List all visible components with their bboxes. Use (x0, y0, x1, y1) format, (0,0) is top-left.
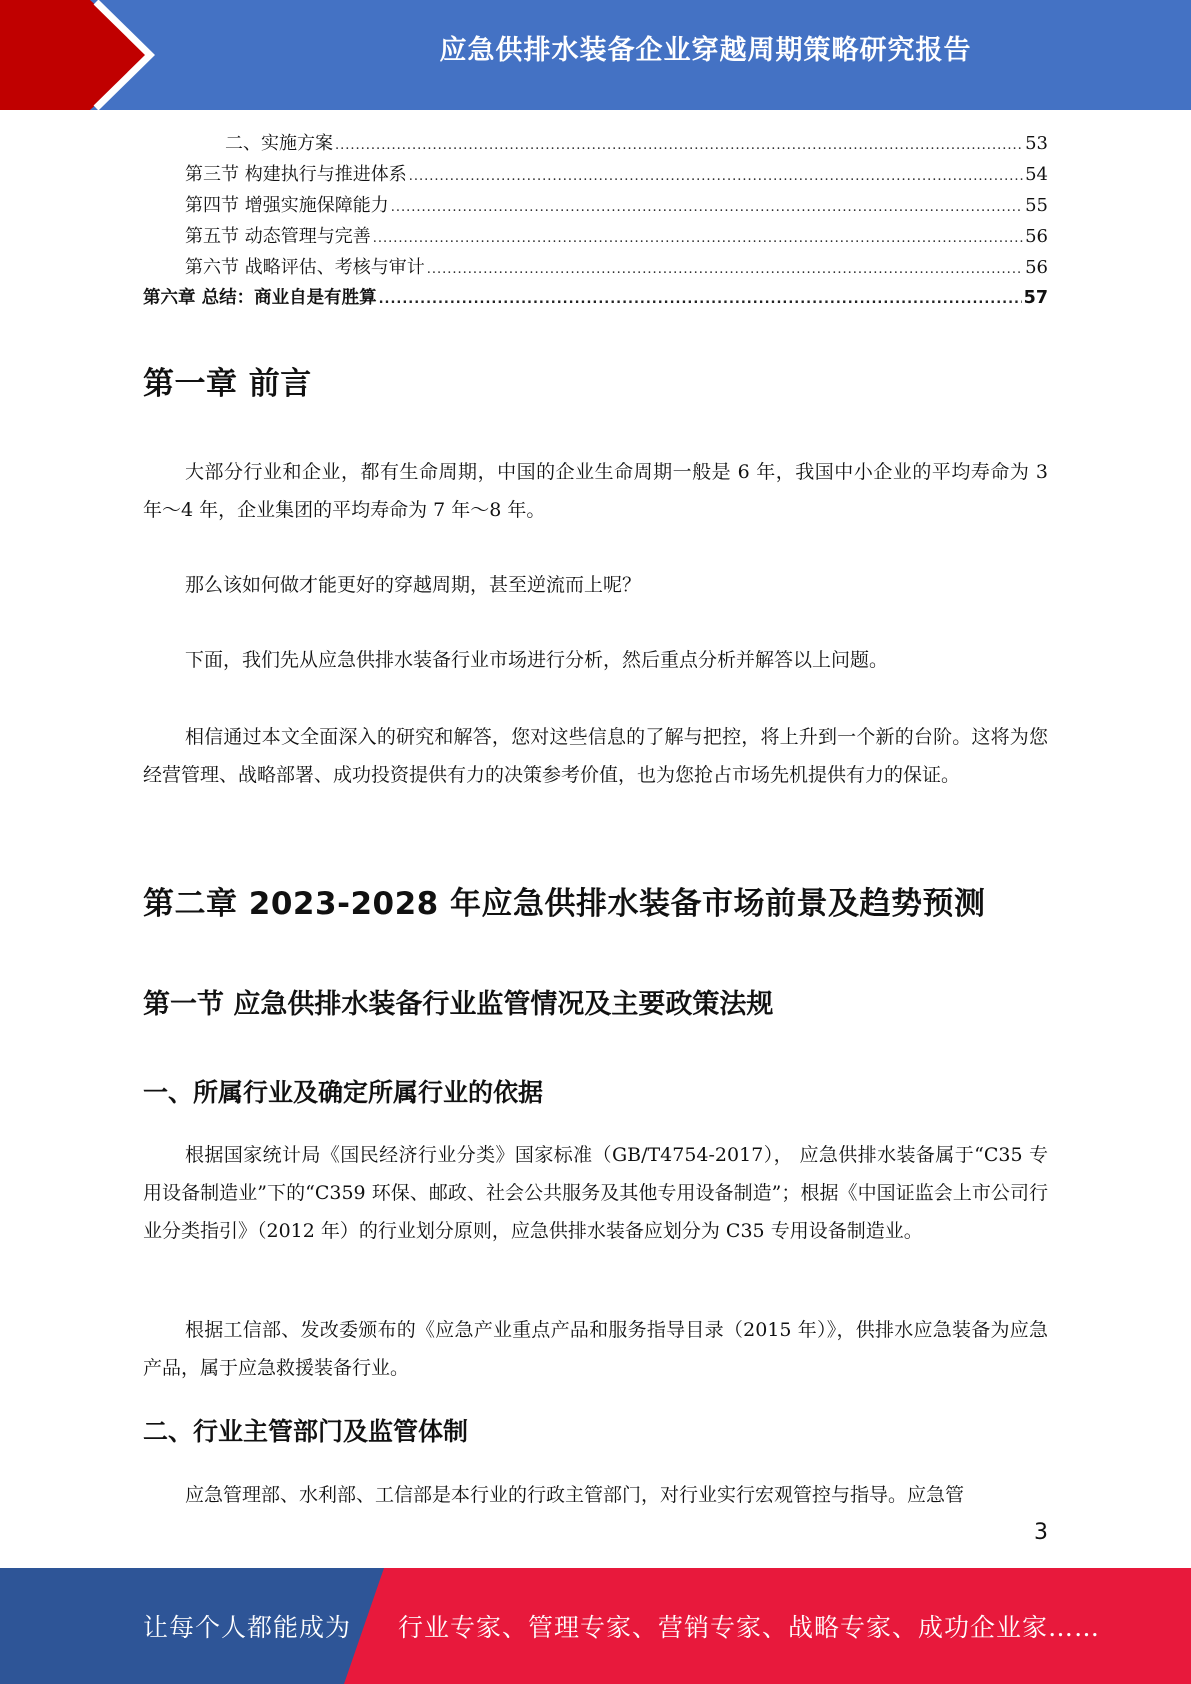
page-number: 3 (1034, 1520, 1048, 1545)
toc-entry-page: 56 (1025, 257, 1048, 278)
table-of-contents (143, 128, 1048, 314)
report-title: 应急供排水装备企业穿越周期策略研究报告 (439, 35, 972, 66)
subsection-heading: 一、所属行业及确定所属行业的依据 (143, 1078, 544, 1107)
toc-entry-title: 第三节 构建执行与推进体系 (185, 164, 407, 185)
body-paragraph: 根据国家统计局《国民经济行业分类》国家标准（GB/T4754-2017）， 应急供排水装备属于“C35 专用设备制造业”下的“C359 环保、邮政、社会公共服务及其他专用设备制造”；根据《中国证监会上市公司行业分类指引》（2012 年）的行业划分原则，应急供排水装备应划分为 C35 专用设备制造业。 (143, 1144, 1048, 1242)
toc-entry[interactable] (143, 159, 1048, 190)
toc-entry-title: 第四节 增强实施保障能力 (185, 195, 389, 216)
body-paragraph: 大部分行业和企业，都有生命周期，中国的企业生命周期一般是 6 年，我国中小企业的平均寿命为 3 年～4 年，企业集团的平均寿命为 7 年～8 年。 (143, 461, 1048, 521)
toc-leader-dots (335, 128, 1023, 161)
toc-entry-title: 第六节 战略评估、考核与审计 (185, 257, 425, 278)
toc-entry[interactable] (143, 128, 1048, 159)
subsection-heading: 二、行业主管部门及监管体制 (143, 1417, 469, 1446)
toc-leader-dots (391, 190, 1023, 223)
toc-entry-page: 56 (1025, 226, 1048, 247)
page-footer (0, 1568, 1191, 1684)
toc-entry-page: 54 (1025, 164, 1048, 185)
toc-entry-page: 53 (1025, 133, 1048, 154)
page-header (0, 0, 1191, 110)
body-paragraph: 应急管理部、水利部、工信部是本行业的行政主管部门，对行业实行宏观管控与指导。应急管 (185, 1484, 965, 1506)
body-paragraph: 下面，我们先从应急供排水装备行业市场进行分析，然后重点分析并解答以上问题。 (185, 649, 889, 671)
toc-leader-dots (409, 159, 1023, 192)
toc-entry-title: 第五节 动态管理与完善 (185, 226, 371, 247)
toc-entry[interactable] (143, 190, 1048, 221)
toc-leader-dots (427, 252, 1023, 285)
chapter-heading: 第二章 2023-2028 年应急供排水装备市场前景及趋势预测 (143, 886, 986, 922)
toc-entry[interactable] (143, 221, 1048, 252)
footer-slogan-left: 让每个人都能成为 (143, 1613, 352, 1642)
chapter-heading: 第一章 前言 (143, 366, 312, 402)
toc-entry-title: 第六章 总结：商业自是有胜算 (143, 288, 377, 308)
body-paragraph: 那么该如何做才能更好的穿越周期，甚至逆流而上呢？ (185, 574, 642, 596)
toc-entry-title: 二、实施方案 (225, 133, 333, 154)
toc-entry-chapter[interactable] (143, 283, 1048, 314)
section-heading: 第一节 应急供排水装备行业监管情况及主要政策法规 (143, 989, 774, 1020)
body-paragraph: 相信通过本文全面深入的研究和解答，您对这些信息的了解与把控，将上升到一个新的台阶。这将为您经营管理、战略部署、成功投资提供有力的决策参考价值，也为您抢占市场先机提供有力的保证。 (143, 726, 1048, 786)
toc-leader-dots (373, 221, 1023, 254)
footer-slogan-right: 行业专家、管理专家、营销专家、战略专家、成功企业家…… (398, 1613, 1101, 1642)
toc-entry-page: 57 (1023, 288, 1048, 308)
toc-entry[interactable] (143, 252, 1048, 283)
body-paragraph: 根据工信部、发改委颁布的《应急产业重点产品和服务指导目录（2015 年）》，供排水应急装备为应急产品，属于应急救援装备行业。 (143, 1319, 1048, 1379)
toc-entry-page: 55 (1025, 195, 1048, 216)
toc-leader-dots (379, 283, 1022, 315)
